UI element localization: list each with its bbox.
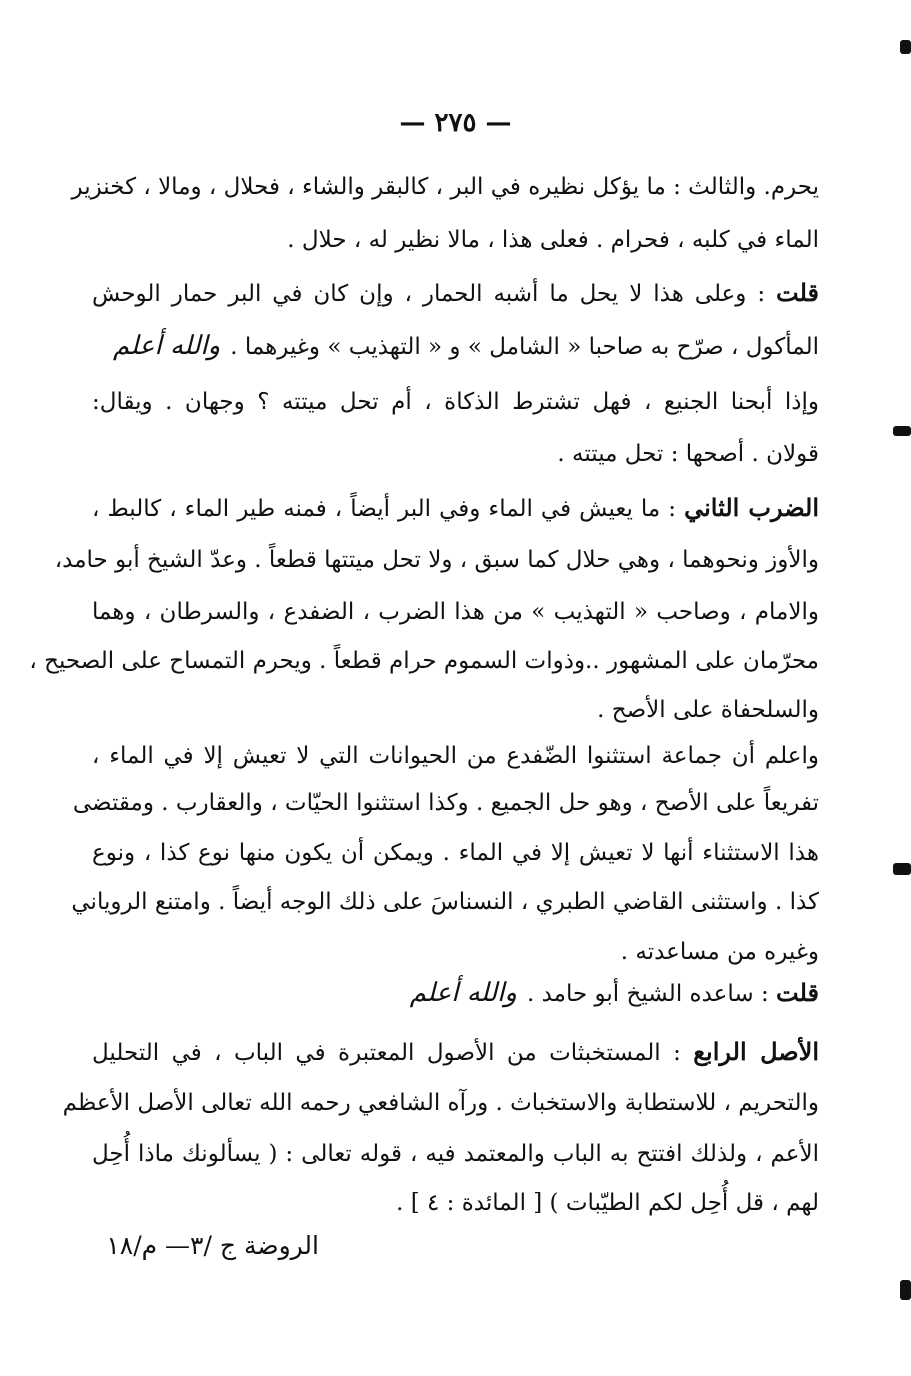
- text-line: [72, 781, 819, 825]
- text-line: [92, 432, 819, 476]
- text-line: [92, 831, 819, 875]
- line-text: محرّمان على المشهور ..وذوات السموم حرام قطعاً . ويحرم التمساح على الصحيح ،: [29, 648, 819, 674]
- text-line: [92, 380, 819, 424]
- text-line: [92, 590, 819, 634]
- line-text: تفريعاً على الأصح ، وهو حل الجميع . وكذا استثنوا الحيّات ، والعقارب . ومقتضى: [72, 790, 819, 816]
- line-text: وإذا أبحنا الجنيع ، فهل تشترط الذكاة ، أم تحل ميتته ؟ وجهان . ويقال:: [92, 389, 819, 415]
- line-text: : المستخبثات من الأصول المعتبرة في الباب ، في التحليل: [92, 1040, 694, 1066]
- text-line: [92, 930, 819, 974]
- line-text: : وعلى هذا لا يحل ما أشبه الحمار ، وإن كان في البر حمار الوحش: [92, 281, 777, 307]
- text-line: [71, 880, 819, 924]
- handwritten-annotation: والله أعلم: [409, 978, 517, 1008]
- text-line: [92, 688, 819, 732]
- text-line: [92, 271, 819, 315]
- text-line: [29, 639, 819, 683]
- text-line: [71, 165, 819, 209]
- line-text: : ما يعيش في الماء وفي البر أيضاً ، فمنه طير الماء ، كالبط ،: [92, 496, 685, 522]
- bold-lead-word: قلت: [776, 278, 819, 307]
- line-text: يحرم. والثالث : ما يؤكل نظيره في البر ، كالبقر والشاء ، فحلال ، ومالا ، كخنزير: [71, 174, 819, 200]
- line-text: لهم ، قل أُحِل لكم الطيّبات ) [ المائدة : ٤ ] .: [396, 1190, 819, 1216]
- edge-mark-bottom: [900, 1280, 911, 1300]
- line-text: وغيره من مساعدته .: [620, 939, 819, 965]
- line-text: هذا الاستثناء أنها لا تعيش إلا في الماء . ويمكن أن يكون منها نوع كذا ، ونوع: [92, 840, 819, 866]
- text-line: [92, 324, 819, 368]
- text-line: [92, 1132, 819, 1176]
- text-line: [62, 1081, 819, 1125]
- line-text: الماء في كلبه ، فحرام . فعلى هذا ، مالا نظير له ، حلال .: [287, 227, 819, 253]
- handwritten-annotation: والله أعلم: [113, 331, 221, 361]
- text-line: [92, 1181, 819, 1225]
- line-text: والتحريم ، للاستطابة والاستخباث . ورآه الشافعي رحمه الله تعالى الأصل الأعظم: [62, 1090, 819, 1116]
- edge-mark-top: [900, 40, 911, 54]
- line-text: والامام ، وصاحب « التهذيب » من هذا الضرب ، الضفدع ، والسرطان ، وهما: [92, 599, 819, 625]
- line-text: الأعم ، ولذلك افتتح به الباب والمعتمد فيه ، قوله تعالى : ( يسألونك ماذا أُحِل: [92, 1141, 819, 1167]
- bold-lead-word: الضرب الثاني: [684, 493, 820, 522]
- text-line: [92, 218, 819, 262]
- bold-lead-word: قلت: [776, 978, 819, 1007]
- text-line: [92, 734, 819, 778]
- edge-mark-middle: [893, 863, 911, 875]
- text-line: [92, 971, 819, 1015]
- bold-lead-word: الأصل الرابع: [693, 1037, 819, 1066]
- line-text: واعلم أن جماعة استثنوا الضّفدع من الحيوانات التي لا تعيش إلا في الماء ،: [92, 743, 819, 769]
- edge-mark-upper: [893, 426, 911, 436]
- line-text: قولان . أصحها : تحل ميتته .: [557, 441, 819, 467]
- line-text: والأوز ونحوهما ، وهي حلال كما سبق ، ولا تحل ميتتها قطعاً . وعدّ الشيخ أبو حامد،: [54, 547, 819, 573]
- footer-signature: الروضة ج /٣— م/١٨: [106, 1231, 319, 1260]
- line-text: والسلحفاة على الأصح .: [597, 697, 819, 723]
- text-line: [54, 538, 819, 582]
- text-line: [92, 486, 819, 530]
- page-number: — ٢٧٥ —: [399, 108, 512, 138]
- text-line: [92, 1030, 819, 1074]
- line-text: : ساعده الشيخ أبو حامد .: [526, 981, 777, 1007]
- line-text: كذا . واستثنى القاضي الطبري ، النسناسَ على ذلك الوجه أيضاً . وامتنع الروياني: [71, 889, 819, 915]
- line-text: المأكول ، صرّح به صاحبا « الشامل » و « التهذيب » وغيرهما .: [230, 334, 819, 360]
